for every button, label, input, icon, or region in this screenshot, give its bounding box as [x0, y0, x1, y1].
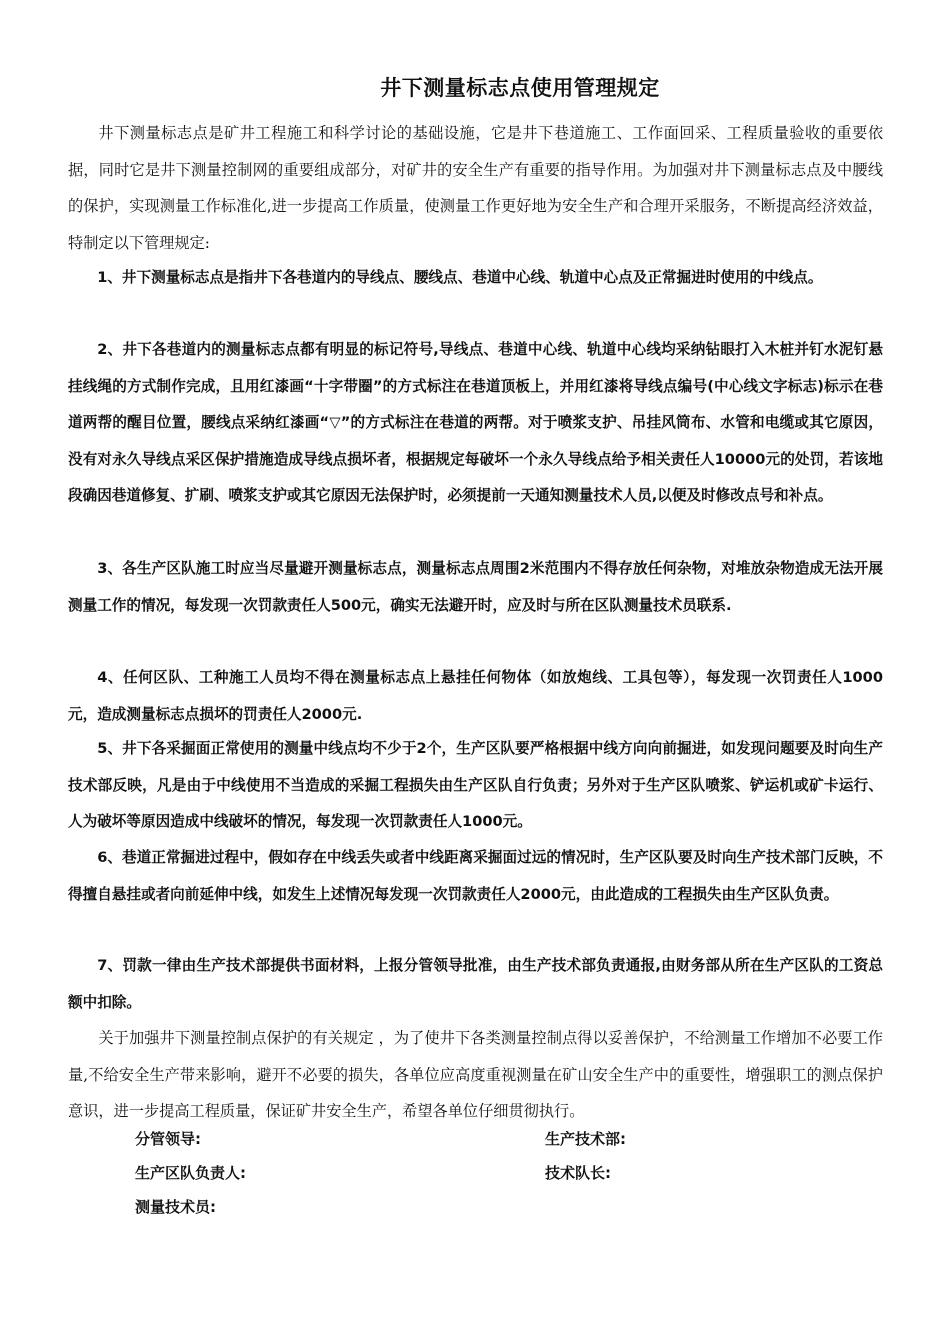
- signature-tech-team-lead: 技术队长:: [545, 1164, 611, 1182]
- signature-surveyor: 测量技术员:: [135, 1198, 216, 1216]
- signature-tech-dept: 生产技术部:: [545, 1130, 626, 1148]
- closing-paragraph: 关于加强井下测量控制点保护的有关规定 ，为了使井下各类测量控制点得以妥善保护，不给测量工作增加不必要工作量,不给安全生产带来影响，避开不必要的损失，各单位应高度重视测量在矿山安全生产中的重要性，增强职工的测点保护意识，进一步提高工程质量，保证矿井安全生产，希望各单位仔细贯彻执行。: [68, 1029, 883, 1120]
- signature-leader: 分管领导:: [135, 1130, 201, 1148]
- signature-team-head: 生产区队负责人:: [135, 1164, 246, 1182]
- rule-7: 7、罚款一律由生产技术部提供书面材料，上报分管领导批准，由生产技术部负责通报,由财务部从所在生产区队的工资总额中扣除。: [68, 957, 883, 1011]
- rule-4: 4、任何区队、工种施工人员均不得在测量标志点上悬挂任何物体（如放炮线、工具包等），每发现一次罚责任人1000元，造成测量标志点损坏的罚责任人2000元.: [68, 669, 883, 723]
- rule-2: 2、井下各巷道内的测量标志点都有明显的标记符号,导线点、巷道中心线、轨道中心线均采纳钻眼打入木桩并钉水泥钉悬挂线绳的方式制作完成，且用红漆画“十字带圈”的方式标注在巷道顶板上，并用红漆将导线点编号(中心线文字标志)标示在巷道两帮的醒目位置，腰线点采纳红漆画“▽”的方式标注在巷道的两帮。对于喷浆支护、吊挂风筒布、水管和电缆或其它原因，没有对永久导线点采区保护措施造成导线点损坏者，根据规定每破坏一个永久导线点给予相关责任人10000元的处罚，若该地段确因巷道修复、扩刷、喷浆支护或其它原因无法保护时，必须提前一天通知测量技术人员,以便及时修改点号和补点。: [68, 341, 883, 504]
- rule-1: 1、井下测量标志点是指井下各巷道内的导线点、腰线点、巷道中心线、轨道中心点及正常掘进时使用的中线点。: [97, 269, 823, 286]
- rule-6: 6、巷道正常掘进过程中，假如存在中线丢失或者中线距离采掘面过远的情况时，生产区队要及时向生产技术部门反映，不得擅自悬挂或者向前延伸中线，如发生上述情况每发现一次罚款责任人2000元，由此造成的工程损失由生产区队负责。: [68, 849, 883, 903]
- rule-3: 3、各生产区队施工时应当尽量避开测量标志点，测量标志点周围2米范围内不得存放任何杂物，对堆放杂物造成无法开展测量工作的情况，每发现一次罚款责任人500元，确实无法避开时，应及时与所在区队测量技术员联系.: [68, 560, 883, 614]
- document-title: 井下测量标志点使用管理规定: [380, 76, 660, 100]
- intro-paragraph: 井下测量标志点是矿井工程施工和科学讨论的基础设施，它是井下巷道施工、工作面回采、工程质量验收的重要依据，同时它是井下测量控制网的重要组成部分，对矿井的安全生产有重要的指导作用。为加强对井下测量标志点及中腰线的保护，实现测量工作标准化,进一步提高工作质量，使测量工作更好地为安全生产和合理开采服务，不断提高经济效益，特制定以下管理规定:: [68, 124, 883, 252]
- rule-5: 5、井下各采掘面正常使用的测量中线点均不少于2个，生产区队要严格根据中线方向向前掘进，如发现问题要及时向生产技术部反映，凡是由于中线使用不当造成的采掘工程损失由生产区队自行负责；另外对于生产区队喷浆、铲运机或矿卡运行、人为破坏等原因造成中线破坏的情况，每发现一次罚款责任人1000元。: [68, 740, 883, 830]
